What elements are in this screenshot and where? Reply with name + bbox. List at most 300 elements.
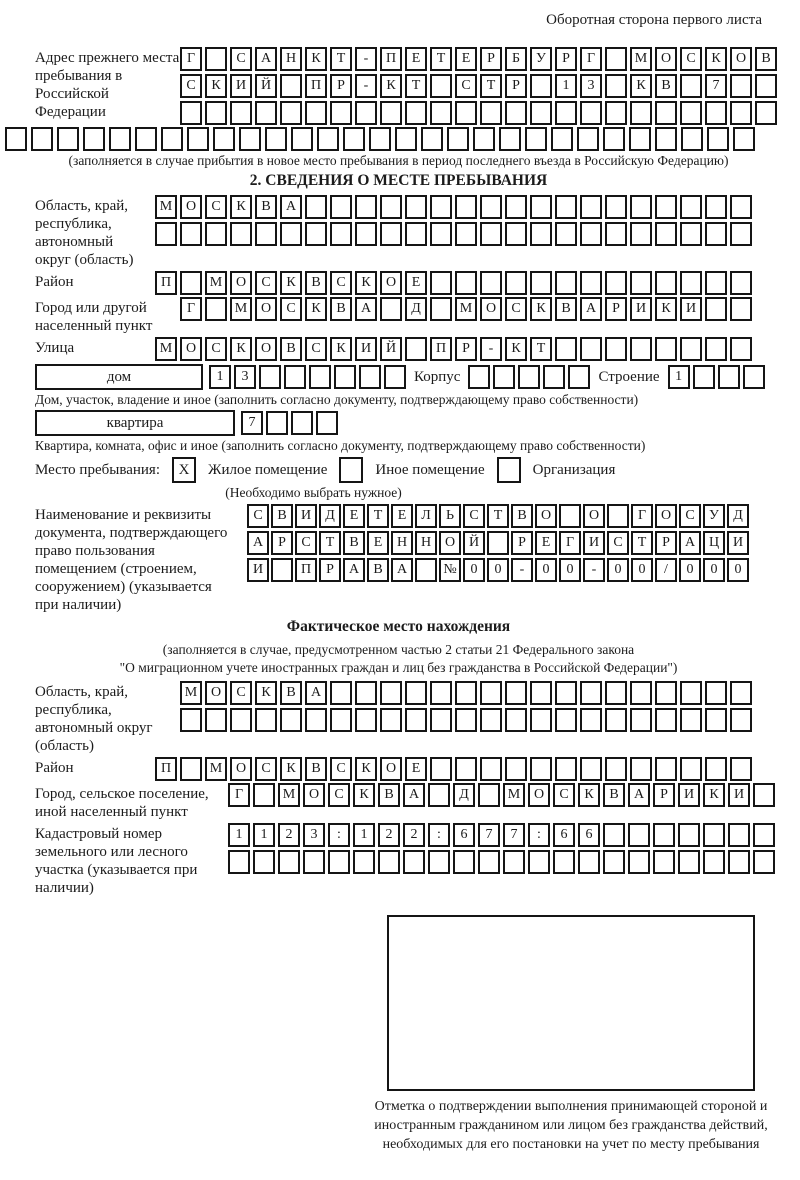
char-box[interactable] bbox=[480, 757, 502, 781]
char-box[interactable] bbox=[430, 681, 452, 705]
char-box[interactable] bbox=[753, 823, 775, 847]
char-box[interactable]: 0 bbox=[607, 558, 629, 582]
char-box[interactable] bbox=[355, 708, 377, 732]
char-box[interactable] bbox=[430, 222, 452, 246]
char-box[interactable]: Г bbox=[559, 531, 581, 555]
char-box[interactable] bbox=[83, 127, 105, 151]
char-box[interactable]: М bbox=[205, 271, 227, 295]
char-box[interactable] bbox=[330, 222, 352, 246]
char-box[interactable]: - bbox=[583, 558, 605, 582]
char-box[interactable]: Д bbox=[727, 504, 749, 528]
char-box[interactable]: П bbox=[430, 337, 452, 361]
char-box[interactable]: Д bbox=[453, 783, 475, 807]
char-box[interactable]: Е bbox=[405, 271, 427, 295]
char-box[interactable]: - bbox=[480, 337, 502, 361]
char-box[interactable] bbox=[603, 127, 625, 151]
char-box[interactable] bbox=[455, 101, 477, 125]
char-box[interactable]: В bbox=[255, 195, 277, 219]
char-box[interactable] bbox=[525, 127, 547, 151]
char-box[interactable]: К bbox=[305, 47, 327, 71]
char-box[interactable] bbox=[655, 127, 677, 151]
char-box[interactable] bbox=[505, 708, 527, 732]
char-box[interactable]: Е bbox=[391, 504, 413, 528]
char-box[interactable] bbox=[678, 850, 700, 874]
char-box[interactable]: 7 bbox=[478, 823, 500, 847]
char-box[interactable] bbox=[505, 222, 527, 246]
char-box[interactable]: С bbox=[255, 271, 277, 295]
char-box[interactable]: 1 bbox=[228, 823, 250, 847]
char-box[interactable] bbox=[180, 708, 202, 732]
char-box[interactable] bbox=[755, 74, 777, 98]
char-box[interactable]: : bbox=[528, 823, 550, 847]
char-box[interactable] bbox=[680, 337, 702, 361]
char-box[interactable] bbox=[180, 271, 202, 295]
char-box[interactable]: О bbox=[535, 504, 557, 528]
char-box[interactable]: М bbox=[155, 337, 177, 361]
char-box[interactable]: К bbox=[205, 74, 227, 98]
char-box[interactable] bbox=[505, 757, 527, 781]
char-box[interactable] bbox=[605, 195, 627, 219]
char-box[interactable] bbox=[605, 757, 627, 781]
char-box[interactable]: И bbox=[230, 74, 252, 98]
char-box[interactable]: К bbox=[630, 74, 652, 98]
char-box[interactable] bbox=[605, 337, 627, 361]
char-box[interactable] bbox=[555, 101, 577, 125]
char-box[interactable] bbox=[605, 271, 627, 295]
char-box[interactable]: О bbox=[180, 337, 202, 361]
char-box[interactable]: И bbox=[630, 297, 652, 321]
char-box[interactable] bbox=[553, 850, 575, 874]
char-box[interactable] bbox=[630, 337, 652, 361]
char-box[interactable]: И bbox=[727, 531, 749, 555]
char-box[interactable] bbox=[580, 222, 602, 246]
char-box[interactable] bbox=[705, 337, 727, 361]
char-box[interactable]: С bbox=[553, 783, 575, 807]
char-box[interactable]: К bbox=[353, 783, 375, 807]
char-box[interactable] bbox=[655, 337, 677, 361]
char-box[interactable]: 3 bbox=[234, 365, 256, 389]
char-box[interactable] bbox=[580, 337, 602, 361]
char-box[interactable]: А bbox=[255, 47, 277, 71]
char-box[interactable] bbox=[705, 101, 727, 125]
char-box[interactable]: О bbox=[255, 297, 277, 321]
char-box[interactable] bbox=[578, 850, 600, 874]
char-box[interactable]: Е bbox=[405, 757, 427, 781]
char-box[interactable] bbox=[530, 271, 552, 295]
char-box[interactable] bbox=[480, 271, 502, 295]
char-box[interactable]: К bbox=[330, 337, 352, 361]
char-box[interactable]: О bbox=[230, 271, 252, 295]
char-box[interactable] bbox=[284, 365, 306, 389]
char-box[interactable] bbox=[705, 297, 727, 321]
char-box[interactable]: Р bbox=[271, 531, 293, 555]
char-box[interactable]: М bbox=[278, 783, 300, 807]
char-box[interactable] bbox=[655, 222, 677, 246]
char-box[interactable] bbox=[430, 101, 452, 125]
char-box[interactable]: 6 bbox=[578, 823, 600, 847]
char-box[interactable] bbox=[753, 850, 775, 874]
char-box[interactable]: С bbox=[255, 757, 277, 781]
char-box[interactable]: У bbox=[530, 47, 552, 71]
char-box[interactable]: И bbox=[295, 504, 317, 528]
char-box[interactable]: О bbox=[380, 757, 402, 781]
char-box[interactable] bbox=[605, 681, 627, 705]
char-box[interactable]: О bbox=[655, 504, 677, 528]
char-box[interactable] bbox=[555, 271, 577, 295]
char-box[interactable] bbox=[555, 708, 577, 732]
char-box[interactable]: 2 bbox=[403, 823, 425, 847]
char-box[interactable] bbox=[380, 222, 402, 246]
char-box[interactable] bbox=[559, 504, 581, 528]
char-box[interactable]: К bbox=[355, 271, 377, 295]
char-box[interactable]: М bbox=[503, 783, 525, 807]
char-box[interactable] bbox=[505, 681, 527, 705]
char-box[interactable]: Г bbox=[228, 783, 250, 807]
char-box[interactable] bbox=[728, 823, 750, 847]
char-box[interactable] bbox=[230, 101, 252, 125]
char-box[interactable] bbox=[530, 74, 552, 98]
char-box[interactable]: Г bbox=[580, 47, 602, 71]
char-box[interactable] bbox=[316, 411, 338, 435]
char-box[interactable] bbox=[707, 127, 729, 151]
char-box[interactable]: О bbox=[655, 47, 677, 71]
char-box[interactable]: Н bbox=[280, 47, 302, 71]
char-box[interactable] bbox=[380, 681, 402, 705]
char-box[interactable] bbox=[280, 708, 302, 732]
char-box[interactable]: 0 bbox=[535, 558, 557, 582]
char-box[interactable]: С bbox=[330, 271, 352, 295]
char-box[interactable] bbox=[730, 195, 752, 219]
char-box[interactable]: Л bbox=[415, 504, 437, 528]
char-box[interactable]: 0 bbox=[679, 558, 701, 582]
char-box[interactable] bbox=[330, 708, 352, 732]
char-box[interactable] bbox=[205, 47, 227, 71]
char-box[interactable] bbox=[705, 271, 727, 295]
char-box[interactable]: А bbox=[247, 531, 269, 555]
char-box[interactable] bbox=[655, 757, 677, 781]
char-box[interactable]: Ь bbox=[439, 504, 461, 528]
char-box[interactable]: К bbox=[703, 783, 725, 807]
char-box[interactable] bbox=[380, 101, 402, 125]
char-box[interactable]: О bbox=[230, 757, 252, 781]
char-box[interactable] bbox=[213, 127, 235, 151]
char-box[interactable]: О bbox=[180, 195, 202, 219]
char-box[interactable] bbox=[480, 195, 502, 219]
char-box[interactable] bbox=[205, 297, 227, 321]
char-box[interactable] bbox=[280, 222, 302, 246]
char-box[interactable] bbox=[487, 531, 509, 555]
char-box[interactable] bbox=[551, 127, 573, 151]
char-box[interactable] bbox=[753, 783, 775, 807]
char-box[interactable] bbox=[505, 271, 527, 295]
char-box[interactable]: О bbox=[528, 783, 550, 807]
char-box[interactable] bbox=[430, 271, 452, 295]
char-box[interactable] bbox=[430, 195, 452, 219]
char-box[interactable]: О bbox=[583, 504, 605, 528]
char-box[interactable]: К bbox=[705, 47, 727, 71]
char-box[interactable]: С bbox=[180, 74, 202, 98]
char-box[interactable]: А bbox=[391, 558, 413, 582]
char-box[interactable] bbox=[355, 195, 377, 219]
char-box[interactable] bbox=[730, 681, 752, 705]
char-box[interactable] bbox=[455, 195, 477, 219]
char-box[interactable] bbox=[384, 365, 406, 389]
char-box[interactable] bbox=[359, 365, 381, 389]
char-box[interactable] bbox=[655, 708, 677, 732]
char-box[interactable] bbox=[161, 127, 183, 151]
char-box[interactable]: В bbox=[280, 337, 302, 361]
char-box[interactable] bbox=[630, 222, 652, 246]
char-box[interactable]: М bbox=[155, 195, 177, 219]
char-box[interactable]: Р bbox=[655, 531, 677, 555]
char-box[interactable]: Ц bbox=[703, 531, 725, 555]
char-box[interactable]: Е bbox=[405, 47, 427, 71]
char-box[interactable] bbox=[480, 101, 502, 125]
char-box[interactable] bbox=[681, 127, 703, 151]
char-box[interactable]: № bbox=[439, 558, 461, 582]
char-box[interactable]: О bbox=[205, 681, 227, 705]
char-box[interactable] bbox=[255, 708, 277, 732]
char-box[interactable]: Н bbox=[415, 531, 437, 555]
char-box[interactable]: 0 bbox=[631, 558, 653, 582]
char-box[interactable] bbox=[730, 337, 752, 361]
char-box[interactable] bbox=[680, 74, 702, 98]
char-box[interactable] bbox=[530, 101, 552, 125]
char-box[interactable]: Т bbox=[330, 47, 352, 71]
char-box[interactable]: Г bbox=[631, 504, 653, 528]
char-box[interactable]: И bbox=[678, 783, 700, 807]
char-box[interactable]: 0 bbox=[463, 558, 485, 582]
checkbox-dwelling[interactable]: X bbox=[172, 457, 196, 483]
char-box[interactable]: В bbox=[343, 531, 365, 555]
char-box[interactable] bbox=[253, 850, 275, 874]
char-box[interactable]: С bbox=[680, 47, 702, 71]
char-box[interactable]: Т bbox=[405, 74, 427, 98]
char-box[interactable] bbox=[680, 681, 702, 705]
char-box[interactable] bbox=[180, 222, 202, 246]
char-box[interactable] bbox=[605, 222, 627, 246]
char-box[interactable]: Р bbox=[511, 531, 533, 555]
char-box[interactable]: В bbox=[280, 681, 302, 705]
char-box[interactable]: - bbox=[511, 558, 533, 582]
char-box[interactable] bbox=[468, 365, 490, 389]
char-box[interactable]: 0 bbox=[703, 558, 725, 582]
char-box[interactable]: С bbox=[463, 504, 485, 528]
char-box[interactable]: С bbox=[305, 337, 327, 361]
char-box[interactable]: П bbox=[155, 271, 177, 295]
char-box[interactable]: Г bbox=[180, 47, 202, 71]
char-box[interactable]: 7 bbox=[503, 823, 525, 847]
char-box[interactable]: 1 bbox=[209, 365, 231, 389]
char-box[interactable] bbox=[205, 708, 227, 732]
char-box[interactable]: С bbox=[205, 337, 227, 361]
char-box[interactable]: М bbox=[180, 681, 202, 705]
char-box[interactable] bbox=[655, 195, 677, 219]
char-box[interactable]: А bbox=[403, 783, 425, 807]
char-box[interactable]: Г bbox=[180, 297, 202, 321]
char-box[interactable] bbox=[255, 101, 277, 125]
char-box[interactable]: И bbox=[247, 558, 269, 582]
char-box[interactable] bbox=[355, 101, 377, 125]
char-box[interactable]: А bbox=[679, 531, 701, 555]
char-box[interactable] bbox=[378, 850, 400, 874]
char-box[interactable] bbox=[180, 757, 202, 781]
char-box[interactable] bbox=[705, 681, 727, 705]
char-box[interactable] bbox=[555, 195, 577, 219]
char-box[interactable]: Т bbox=[430, 47, 452, 71]
char-box[interactable] bbox=[330, 681, 352, 705]
char-box[interactable]: К bbox=[305, 297, 327, 321]
char-box[interactable]: К bbox=[578, 783, 600, 807]
char-box[interactable]: О bbox=[255, 337, 277, 361]
char-box[interactable] bbox=[730, 222, 752, 246]
char-box[interactable] bbox=[478, 850, 500, 874]
char-box[interactable]: - bbox=[355, 74, 377, 98]
char-box[interactable] bbox=[530, 757, 552, 781]
char-box[interactable]: Р bbox=[555, 47, 577, 71]
char-box[interactable]: Т bbox=[631, 531, 653, 555]
char-box[interactable] bbox=[603, 823, 625, 847]
char-box[interactable] bbox=[530, 708, 552, 732]
house-type-box[interactable]: дом bbox=[35, 364, 203, 390]
char-box[interactable]: С bbox=[330, 757, 352, 781]
char-box[interactable]: М bbox=[205, 757, 227, 781]
char-box[interactable]: Е bbox=[367, 531, 389, 555]
char-box[interactable]: С bbox=[230, 681, 252, 705]
char-box[interactable]: О bbox=[303, 783, 325, 807]
char-box[interactable]: О bbox=[380, 271, 402, 295]
char-box[interactable] bbox=[630, 708, 652, 732]
char-box[interactable] bbox=[380, 297, 402, 321]
char-box[interactable] bbox=[455, 708, 477, 732]
char-box[interactable]: С bbox=[247, 504, 269, 528]
char-box[interactable] bbox=[405, 681, 427, 705]
char-box[interactable]: Т bbox=[530, 337, 552, 361]
char-box[interactable]: В bbox=[603, 783, 625, 807]
char-box[interactable]: В bbox=[305, 757, 327, 781]
char-box[interactable] bbox=[228, 850, 250, 874]
char-box[interactable] bbox=[628, 850, 650, 874]
char-box[interactable]: 0 bbox=[559, 558, 581, 582]
char-box[interactable]: С bbox=[205, 195, 227, 219]
char-box[interactable] bbox=[180, 101, 202, 125]
char-box[interactable] bbox=[328, 850, 350, 874]
char-box[interactable]: Т bbox=[487, 504, 509, 528]
char-box[interactable] bbox=[703, 850, 725, 874]
char-box[interactable] bbox=[380, 708, 402, 732]
char-box[interactable] bbox=[728, 850, 750, 874]
char-box[interactable] bbox=[280, 74, 302, 98]
char-box[interactable] bbox=[730, 708, 752, 732]
char-box[interactable]: М bbox=[630, 47, 652, 71]
char-box[interactable]: К bbox=[280, 757, 302, 781]
char-box[interactable]: С bbox=[679, 504, 701, 528]
char-box[interactable] bbox=[555, 337, 577, 361]
char-box[interactable] bbox=[473, 127, 495, 151]
char-box[interactable] bbox=[505, 195, 527, 219]
char-box[interactable]: - bbox=[355, 47, 377, 71]
char-box[interactable] bbox=[205, 222, 227, 246]
char-box[interactable]: Е bbox=[343, 504, 365, 528]
char-box[interactable]: А bbox=[305, 681, 327, 705]
char-box[interactable] bbox=[733, 127, 755, 151]
char-box[interactable]: Р bbox=[480, 47, 502, 71]
char-box[interactable]: А bbox=[343, 558, 365, 582]
char-box[interactable]: В bbox=[271, 504, 293, 528]
char-box[interactable]: К bbox=[230, 337, 252, 361]
char-box[interactable] bbox=[755, 101, 777, 125]
char-box[interactable] bbox=[380, 195, 402, 219]
char-box[interactable] bbox=[428, 783, 450, 807]
char-box[interactable]: И bbox=[583, 531, 605, 555]
char-box[interactable]: В bbox=[511, 504, 533, 528]
char-box[interactable]: К bbox=[530, 297, 552, 321]
char-box[interactable]: П bbox=[380, 47, 402, 71]
char-box[interactable] bbox=[135, 127, 157, 151]
char-box[interactable] bbox=[493, 365, 515, 389]
char-box[interactable] bbox=[405, 222, 427, 246]
char-box[interactable]: К bbox=[655, 297, 677, 321]
char-box[interactable] bbox=[568, 365, 590, 389]
char-box[interactable] bbox=[555, 222, 577, 246]
char-box[interactable] bbox=[718, 365, 740, 389]
char-box[interactable] bbox=[187, 127, 209, 151]
char-box[interactable] bbox=[653, 850, 675, 874]
char-box[interactable] bbox=[355, 222, 377, 246]
char-box[interactable]: 6 bbox=[553, 823, 575, 847]
char-box[interactable]: Е bbox=[455, 47, 477, 71]
char-box[interactable]: Д bbox=[319, 504, 341, 528]
char-box[interactable]: К bbox=[505, 337, 527, 361]
char-box[interactable] bbox=[577, 127, 599, 151]
char-box[interactable] bbox=[291, 411, 313, 435]
char-box[interactable] bbox=[253, 783, 275, 807]
char-box[interactable]: С bbox=[280, 297, 302, 321]
char-box[interactable] bbox=[580, 757, 602, 781]
char-box[interactable]: Й bbox=[255, 74, 277, 98]
char-box[interactable]: В bbox=[305, 271, 327, 295]
char-box[interactable] bbox=[630, 101, 652, 125]
char-box[interactable]: С bbox=[230, 47, 252, 71]
char-box[interactable]: 6 bbox=[453, 823, 475, 847]
char-box[interactable] bbox=[5, 127, 27, 151]
char-box[interactable] bbox=[447, 127, 469, 151]
char-box[interactable] bbox=[405, 101, 427, 125]
char-box[interactable] bbox=[266, 411, 288, 435]
char-box[interactable]: : bbox=[328, 823, 350, 847]
checkbox-other-premises[interactable] bbox=[339, 457, 363, 483]
char-box[interactable] bbox=[530, 195, 552, 219]
char-box[interactable]: М bbox=[230, 297, 252, 321]
char-box[interactable]: Р bbox=[455, 337, 477, 361]
char-box[interactable] bbox=[395, 127, 417, 151]
char-box[interactable] bbox=[155, 222, 177, 246]
char-box[interactable] bbox=[309, 365, 331, 389]
char-box[interactable] bbox=[278, 850, 300, 874]
char-box[interactable]: К bbox=[230, 195, 252, 219]
char-box[interactable]: Н bbox=[391, 531, 413, 555]
char-box[interactable]: 2 bbox=[378, 823, 400, 847]
char-box[interactable] bbox=[255, 222, 277, 246]
char-box[interactable] bbox=[455, 222, 477, 246]
char-box[interactable] bbox=[405, 195, 427, 219]
char-box[interactable] bbox=[430, 297, 452, 321]
char-box[interactable] bbox=[580, 101, 602, 125]
char-box[interactable] bbox=[369, 127, 391, 151]
char-box[interactable] bbox=[291, 127, 313, 151]
char-box[interactable] bbox=[680, 222, 702, 246]
char-box[interactable] bbox=[330, 195, 352, 219]
